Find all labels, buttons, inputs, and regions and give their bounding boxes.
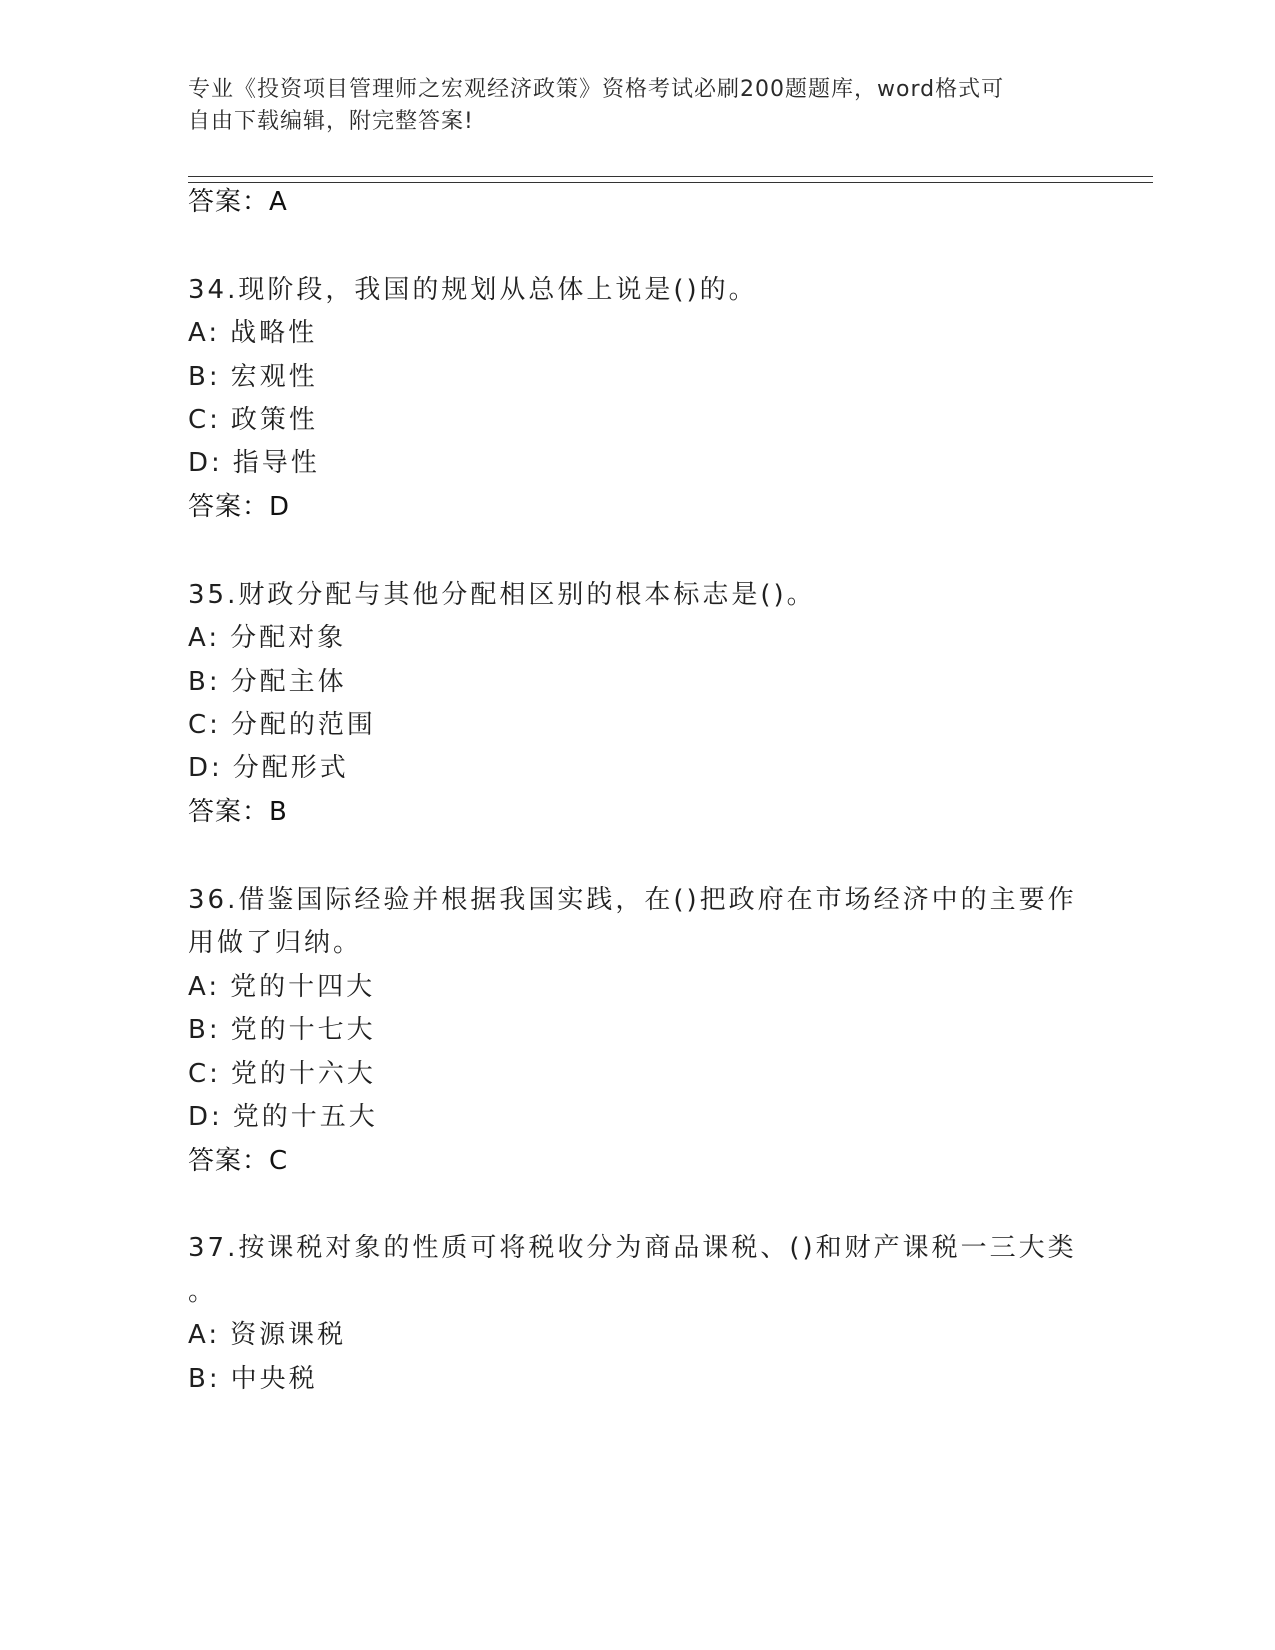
question-36-option-b: B: 党的十七大 [188,1015,376,1045]
answer-34: 答案：D [188,492,291,522]
question-34-option-c: C: 政策性 [188,405,318,435]
question-34-option-a: A: 战略性 [188,318,318,348]
question-37-stem-line-2: 。 [188,1277,218,1307]
question-36-stem-line-2: 用做了归纳。 [188,928,363,958]
question-35-option-a: A: 分配对象 [188,623,347,653]
question-35-option-d: D: 分配形式 [188,753,349,783]
answer-35: 答案：B [188,797,288,827]
question-36-option-d: D: 党的十五大 [188,1102,378,1132]
question-36-option-a: A: 党的十四大 [188,972,376,1002]
question-36-option-c: C: 党的十六大 [188,1059,376,1089]
question-34-option-d: D: 指导性 [188,448,320,478]
header-divider-bottom [188,182,1153,183]
question-35-option-b: B: 分配主体 [188,667,347,697]
question-37-stem-line-1: 37.按课税对象的性质可将税收分为商品课税、()和财产课税一三大类 [188,1233,1077,1263]
answer-36: 答案：C [188,1146,289,1176]
header-divider-top [188,176,1153,177]
document-header [188,74,1068,138]
question-35-option-c: C: 分配的范围 [188,710,376,740]
question-37-option-a: A: 资源课税 [188,1320,347,1350]
question-37-option-b: B: 中央税 [188,1364,318,1394]
header-line-2: 自由下载编辑，附完整答案! [188,109,474,134]
header-line-1: 专业《投资项目管理师之宏观经济政策》资格考试必刷200题题库，word格式可 [188,77,1005,102]
question-36-stem-line-1: 36.借鉴国际经验并根据我国实践，在()把政府在市场经济中的主要作 [188,885,1077,915]
question-34-stem: 34.现阶段，我国的规划从总体上说是()的。 [188,275,758,305]
answer-33: 答案：A [188,187,288,217]
question-34-option-b: B: 宏观性 [188,362,318,392]
question-35-stem: 35.财政分配与其他分配相区别的根本标志是()。 [188,580,816,610]
